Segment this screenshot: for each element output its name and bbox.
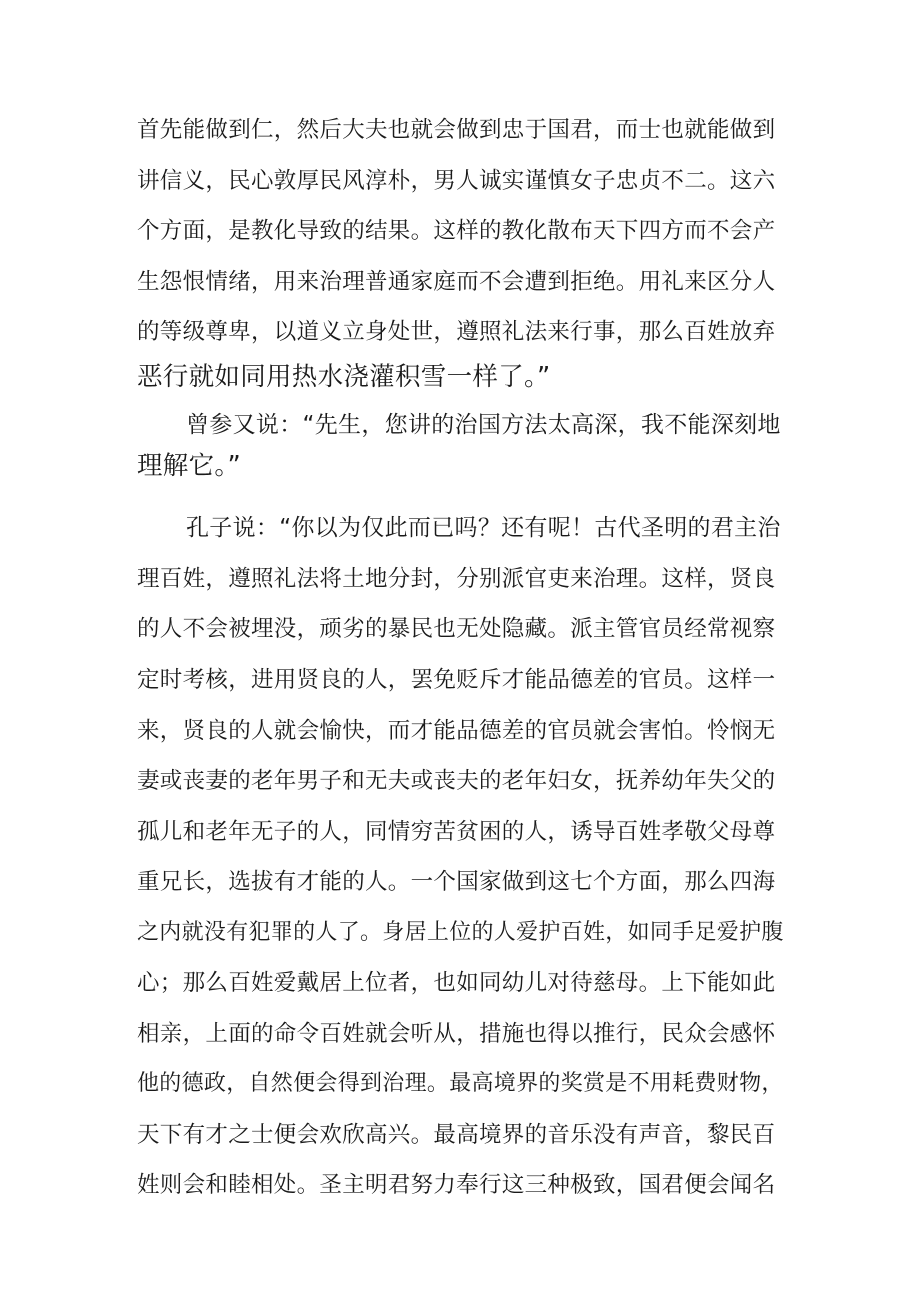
text-line: 重兄长，选拔有才能的人。一个国家做到这七个方面，那么四海 bbox=[137, 869, 776, 895]
text-line: 恶行就如同用热水浇灌积雪一样了。” bbox=[137, 362, 551, 392]
text-line: 生怨恨情绪，用来治理普通家庭而不会遭到拒绝。用礼来区分人 bbox=[137, 269, 776, 295]
paragraph-first-line: 孔子说：“你以为仅此而已吗？还有呢！古代圣明的君主治 bbox=[186, 515, 781, 541]
text-line: 理解它。” bbox=[137, 451, 241, 481]
text-line: 的等级尊卑，以道义立身处世，遵照礼法来行事，那么百姓放弃 bbox=[137, 319, 776, 345]
text-line: 理百姓，遵照礼法将土地分封，分别派官吏来治理。这样，贤良 bbox=[137, 566, 776, 592]
text-line: 的人不会被埋没，顽劣的暴民也无处隐藏。派主管官员经常视察 bbox=[137, 616, 776, 642]
text-line: 天下有才之士便会欢欣高兴。最高境界的音乐没有声音，黎民百 bbox=[137, 1122, 776, 1148]
text-line: 首先能做到仁，然后大夫也就会做到忠于国君，而士也就能做到 bbox=[137, 117, 776, 143]
text-line: 他的德政，自然便会得到治理。最高境界的奖赏是不用耗费财物， bbox=[137, 1071, 784, 1096]
text-line: 孤儿和老年无子的人，同情穷苦贫困的人，诱导百姓孝敬父母尊 bbox=[137, 819, 776, 845]
text-line: 个方面，是教化导致的结果。这样的教化散布天下四方而不会产 bbox=[137, 218, 776, 244]
text-line: 之内就没有犯罪的人了。身居上位的人爱护百姓，如同手足爱护腹 bbox=[137, 920, 784, 945]
text-line: 姓则会和睦相处。圣主明君努力奉行这三种极致，国君便会闻名 bbox=[137, 1172, 776, 1198]
text-line: 妻或丧妻的老年男子和无夫或丧夫的老年妇女，抚养幼年失父的 bbox=[137, 768, 776, 794]
paragraph-first-line: 曾参又说：“先生，您讲的治国方法太高深，我不能深刻地 bbox=[186, 412, 781, 438]
text-line: 相亲，上面的命令百姓就会听从，措施也得以推行，民众会感怀 bbox=[137, 1021, 776, 1047]
text-line: 定时考核，进用贤良的人，罢免贬斥才能品德差的官员。这样一 bbox=[137, 667, 776, 693]
text-line: 心；那么百姓爱戴居上位者，也如同幼儿对待慈母。上下能如此 bbox=[137, 970, 776, 996]
text-line: 讲信义，民心敦厚民风淳朴，男人诚实谨慎女子忠贞不二。这六 bbox=[137, 168, 776, 194]
text-line: 来，贤良的人就会愉快，而才能品德差的官员就会害怕。怜悯无 bbox=[137, 718, 776, 744]
